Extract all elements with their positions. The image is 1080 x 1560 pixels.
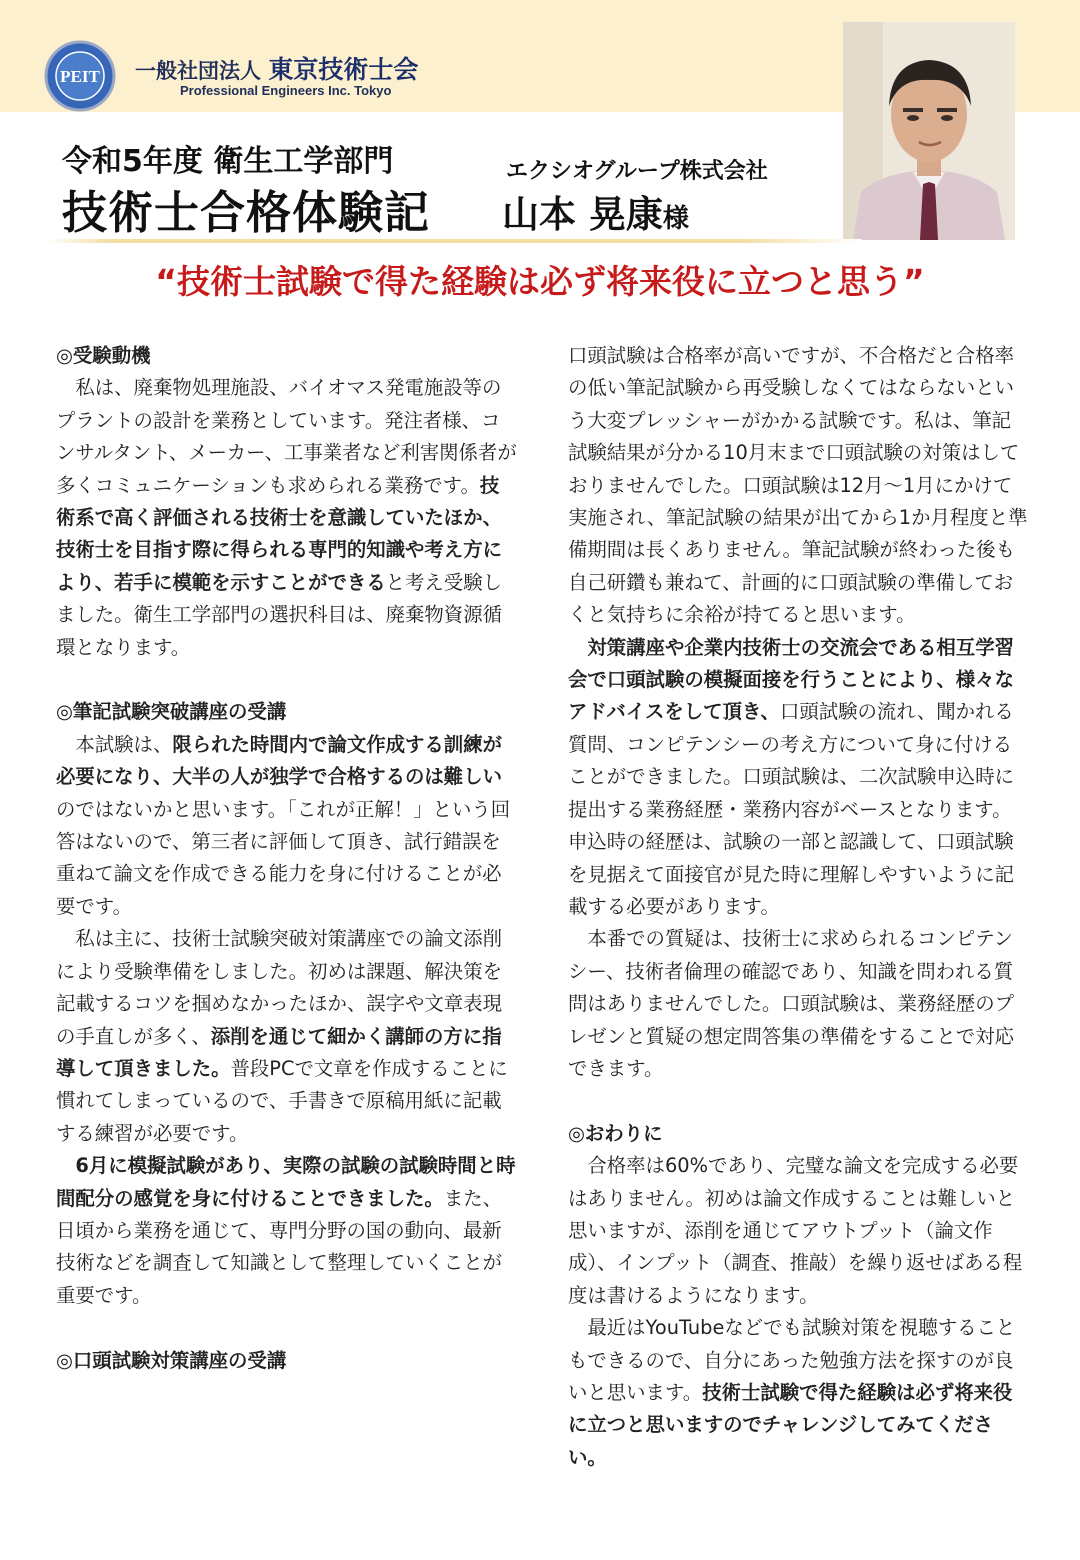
honorific: 様 (662, 204, 689, 234)
oral-p2-text-b: 口頭試験の流れ、聞かれる質問、コンピテンシーの考え方について身に付けることができました。口頭試験は、二次試験申込時に提出する業務経歴・業務内容がベースとなります。申込時の経歴は、試験の一部と認識して、口頭試験を見据えて面接官が見た時に理解しやすいように記載する必要があります。 (568, 700, 1014, 918)
written-p1-text-a: 本試験は、 (75, 732, 173, 756)
closing-p2-text-a: 最近はYouTubeなどでも試験対策を視聴することもできるので、自分にあった勉強方法を探すのが良いと思います。 (568, 1316, 1016, 1404)
oral-paragraph-2 (568, 632, 1030, 924)
page-title: 技術士合格体験記 (62, 186, 431, 239)
closing-p1-text: 合格率は60%であり、完璧な論文を完成する必要はありません。初めは論文作成することは難しいと思いますが、添削を通じてアウトプット（論文作成）、インプット（調査、推敲）を繰り返せばある程度は書けるようになります。 (568, 1154, 1023, 1307)
closing-paragraph-1 (568, 1150, 1030, 1312)
portrait-photo (843, 22, 1015, 240)
peit-logo-emblem (44, 40, 116, 112)
written-paragraph-2 (56, 923, 518, 1150)
org-english-name: Professional Engineers Inc. Tokyo (180, 83, 392, 98)
person-name: 山本 晃康 (502, 193, 663, 236)
headline-quote: “技術士試験で得た経験は必ず将来役に立つと思う” (155, 262, 925, 301)
subtitle-year-department: 令和5年度 衛生工学部門 (62, 144, 394, 179)
org-name: 東京技術士会 (268, 55, 419, 84)
oral-paragraph-1 (568, 340, 1030, 632)
written-p3-text-bold: 6月に模擬試験があり、実際の試験の試験時間と時間配分の感覚を身に付けることできました。 (56, 1154, 516, 1210)
closing-paragraph-2 (568, 1312, 1030, 1474)
left-column (56, 340, 518, 1377)
header-divider (46, 239, 862, 243)
person-name-line (502, 184, 689, 238)
written-p3-text-b: また、日頃から業務を通じて、専門分野の国の動向、最新技術などを調査して知識として整理していくことが重要です。 (56, 1186, 502, 1307)
section-heading-oral: ◎口頭試験対策講座の受講 (56, 1348, 287, 1372)
portrait-illustration (843, 22, 1015, 240)
motive-text-c: と考え受験しました。衛生工学部門の選択科目は、廃棄物資源循環となります。 (56, 570, 502, 659)
written-p2-text-c: 普段PCで文章を作成することに慣れてしまっているので、手書きで原稿用紙に記載する練習が必要です。 (56, 1056, 508, 1145)
org-prefix: 一般社団法人 (135, 59, 261, 83)
logo-text: PEIT (60, 67, 100, 86)
section-heading-closing: ◎おわりに (568, 1121, 663, 1145)
org-name-line (135, 50, 418, 86)
written-p2-text-a: 私は主に、技術士試験突破対策講座での論文添削により受験準備をしました。初めは課題、解決策を記載するコツを掴めなかったほか、誤字や文章表現の手直しが多く、 (56, 927, 502, 1048)
written-p1-text-bold: 限られた時間内で論文作成する訓練が必要になり、大半の人が独学で合格するのは難しい (56, 732, 502, 789)
section-heading-motive: ◎受験動機 (56, 344, 151, 367)
oral-p2-text-bold: 対策講座や企業内技術士の交流会である相互学習会で口頭試験の模擬面接を行うことにより、様々なアドバイスをして頂き、 (568, 635, 1014, 724)
oral-paragraph-3 (568, 923, 1030, 1085)
motive-paragraph (56, 372, 518, 664)
oral-p1-text: 口頭試験は合格率が高いですが、不合格だと合格率の低い筆記試験から再受験しなくてはならないという大変プレッシャーがかかる試験です。私は、筆記試験結果が分かる10月末まで口頭試験の対策はしておりませんでした。口頭試験は12月～1月にかけて実施され、筆記試験の結果が出てから1か月程度と準備期間は長くありません。筆記試験が終わった後も自己研鑽も兼ねて、計画的に口頭試験の準備しておくと気持ちに余裕が持てると思います。 (568, 344, 1028, 627)
section-heading-written: ◎筆記試験突破講座の受講 (56, 700, 287, 724)
right-column (568, 340, 1030, 1474)
written-paragraph-1 (56, 729, 518, 923)
written-p1-text-c: のではないかと思います。「これが正解！」という回答はないので、第三者に評価して頂き、試行錯誤を重ねて論文を作成できる能力を身に付けることが必要です。 (56, 797, 511, 918)
written-p2-text-bold: 添削を通じて細かく講師の方に指導して頂きました。 (56, 1024, 502, 1080)
motive-text-bold: 技術系で高く評価される技術士を意識していたほか、技術士を目指す際に得られる専門的知識や考え方により、若手に模範を示すことができる (56, 473, 502, 594)
written-paragraph-3 (56, 1150, 518, 1312)
closing-p2-text-bold: 技術士試験で得た経験は必ず将来役に立つと思いますのでチャレンジしてみてください。 (568, 1380, 1013, 1469)
oral-p3-text: 本番での質疑は、技術士に求められるコンピテンシー、技術者倫理の確認であり、知識を問われる質問はありませんでした。口頭試験は、業務経歴のプレゼンと質疑の想定問答集の準備をすることで対応できます。 (568, 927, 1014, 1080)
company-name: エクシオグループ株式会社 (506, 159, 768, 184)
motive-text-a: 私は、廃棄物処理施設、バイオマス発電施設等のプラントの設計を業務としています。発注者様、コンサルタント、メーカー、工事業者など利害関係者が多くコミュニケーションも求められる業務です。 (56, 376, 517, 497)
